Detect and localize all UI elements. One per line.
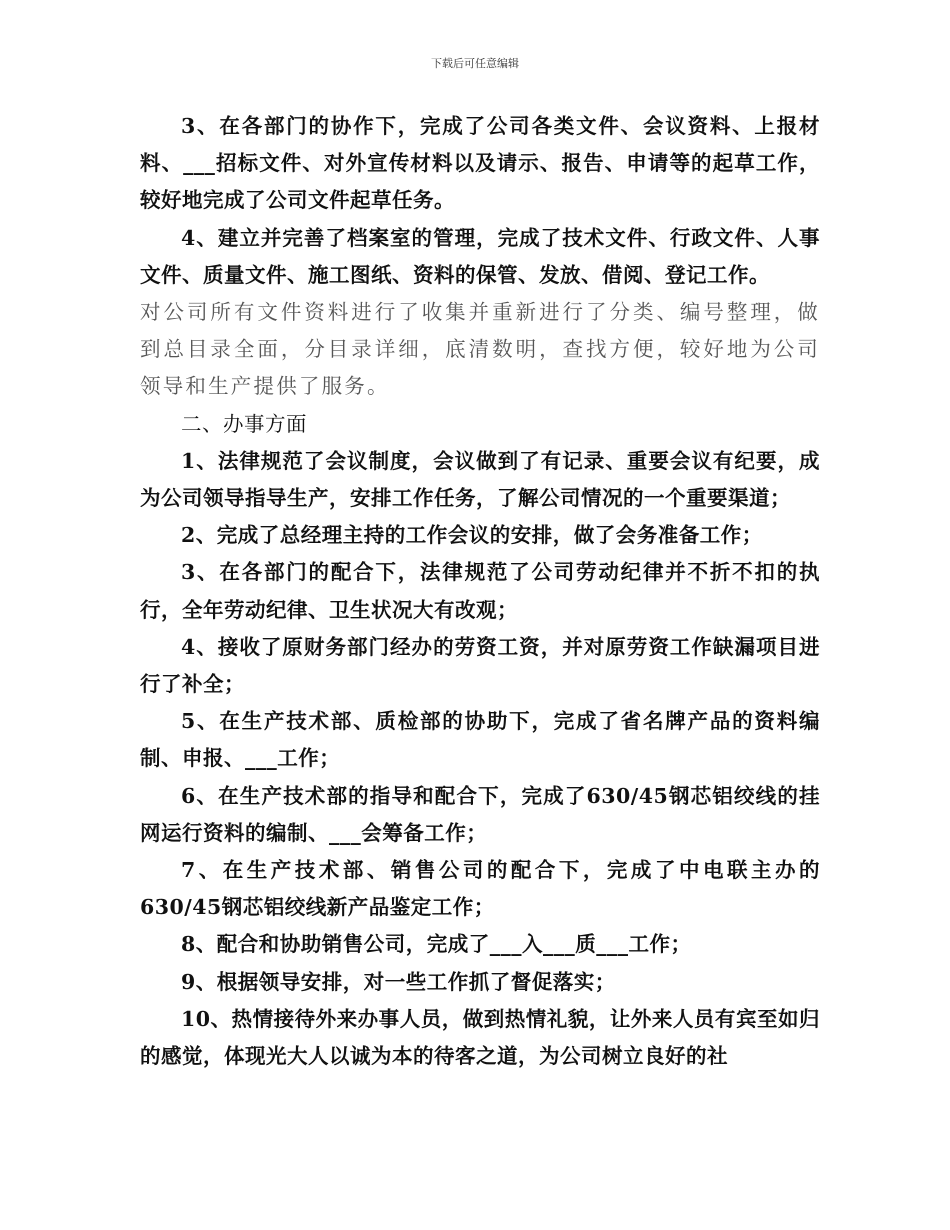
paragraph-product-appraisal: 7、在生产技术部、销售公司的配合下，完成了中电联主办的630/45钢芯铝绞线新产品鉴定工作；: [140, 858, 820, 920]
paragraph-supervision: 9、根据领导安排，对一些工作抓了督促落实；: [181, 969, 616, 994]
paragraph-archive-organization: 对公司所有文件资料进行了收集并重新进行了分类、编号整理，做到总目录全面，分目录详细，底清数明，查找方便，较好地为公司领导和生产提供了服务。: [140, 300, 820, 399]
page-header-note: 下载后可任意编辑: [431, 57, 519, 70]
paragraph-archive-management: 4、建立并完善了档案室的管理，完成了技术文件、行政文件、人事文件、质量文件、施工图纸、资料的保管、发放、借阅、登记工作。: [140, 225, 820, 287]
section-heading-affairs: 二、办事方面: [181, 411, 307, 436]
paragraph-brand-product: 5、在生产技术部、质检部的协助下，完成了省名牌产品的资料编制、申报、___工作；: [140, 709, 820, 771]
paragraph-payroll: 4、接收了原财务部门经办的劳资工资，并对原劳资工作缺漏项目进行了补全；: [140, 634, 820, 697]
paragraph-meeting-system: 1、法律规范了会议制度，会议做到了有记录、重要会议有纪要，成为公司领导指导生产，安排工作任务，了解公司情况的一个重要渠道；: [140, 448, 820, 511]
paragraph-grid-operation: 6、在生产技术部的指导和配合下，完成了630/45钢芯铝绞线的挂网运行资料的编制、___会筹备工作；: [140, 783, 820, 845]
paragraph-labor-discipline: 3、在各部门的配合下，法律规范了公司劳动纪律并不折不扣的执行，全年劳动纪律、卫生状况大有改观；: [140, 560, 820, 622]
paragraph-drafting-work: 3、在各部门的协作下，完成了公司各类文件、会议资料、上报材料、___招标文件、对外宣传材料以及请示、报告、申请等的起草工作，较好地完成了公司文件起草任务。: [140, 114, 820, 213]
document-body: [140, 108, 820, 1075]
paragraph-visitor-reception: 10、热情接待外来办事人员，做到热情礼貌，让外来人员有宾至如归的感觉，体现光大人以诚为本的待客之道，为公司树立良好的社: [140, 1006, 820, 1069]
paragraph-work-meeting: 2、完成了总经理主持的工作会议的安排，做了会务准备工作；: [181, 523, 763, 548]
paragraph-sales-support: 8、配合和协助销售公司，完成了___入___质___工作；: [181, 932, 692, 957]
